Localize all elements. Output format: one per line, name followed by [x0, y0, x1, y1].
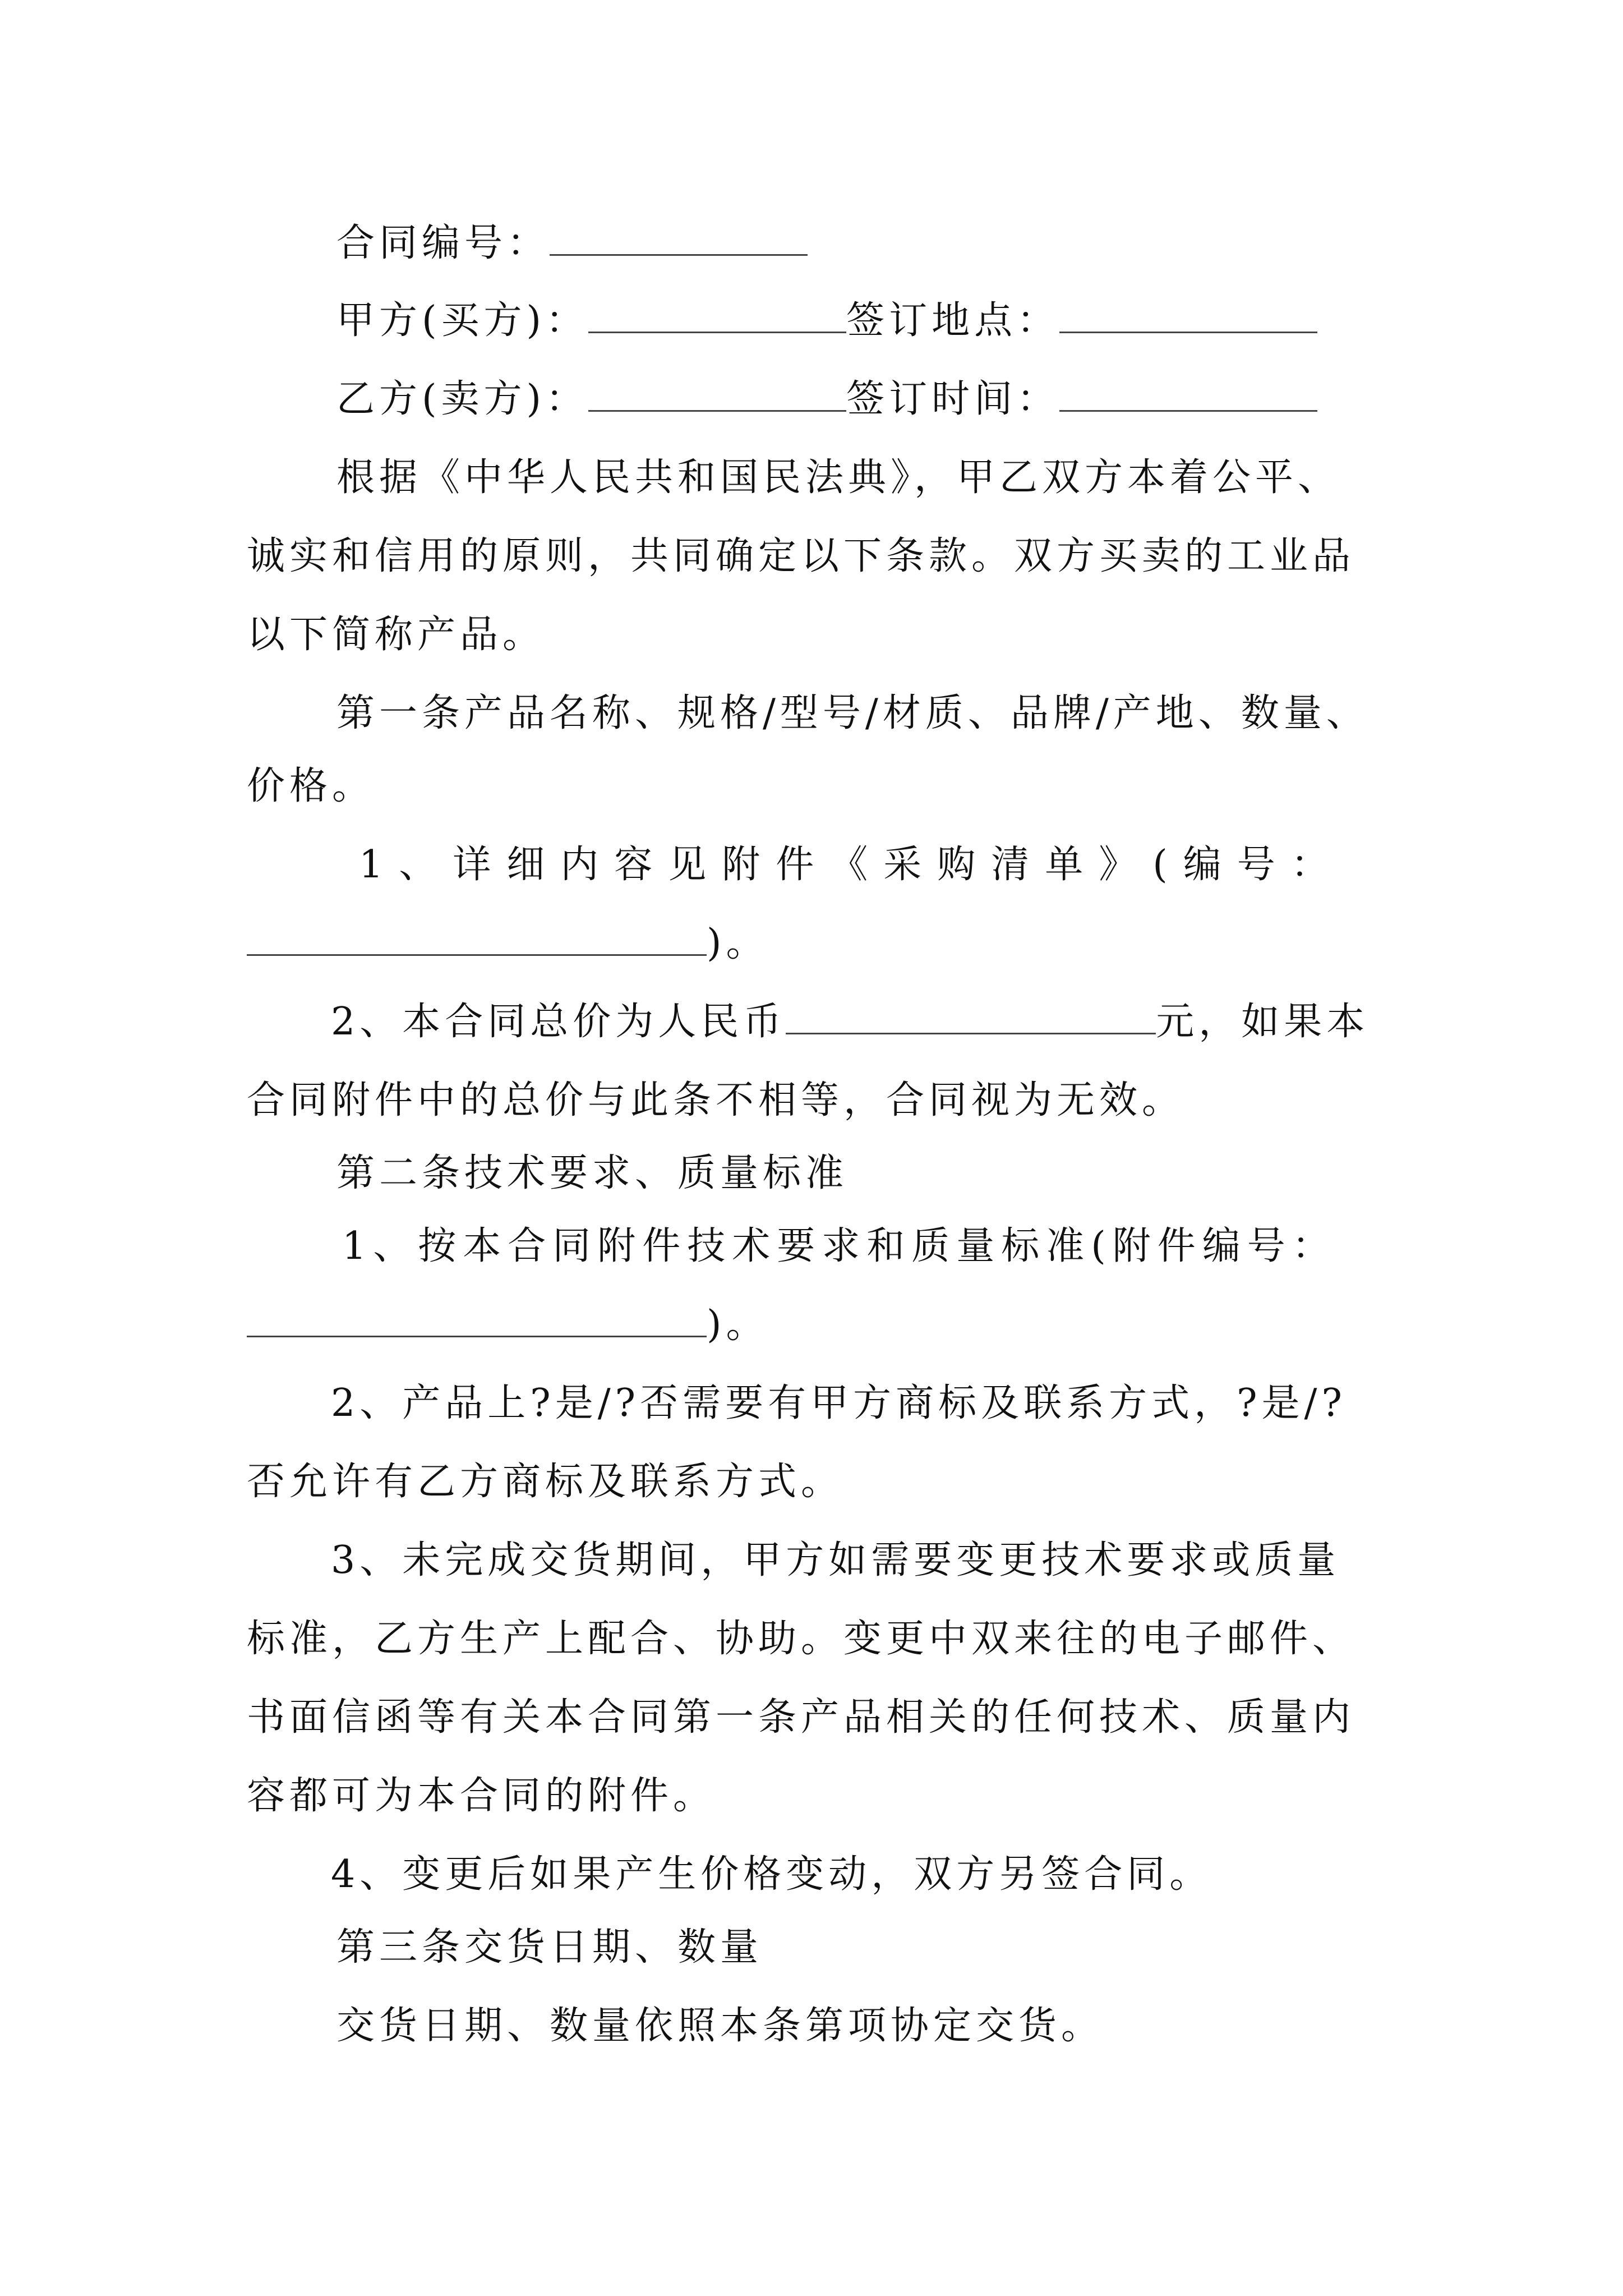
- party-a-row: [336, 298, 1317, 343]
- sign-time-label: 签订时间：: [846, 377, 1060, 421]
- article2-item1-line-1: 1、按本合同附件技术要求和质量标准(附件编号：: [342, 1224, 1337, 1268]
- article2-title: 第二条技术要求、质量标准: [336, 1151, 849, 1195]
- total-price-blank[interactable]: [786, 1004, 1156, 1034]
- intro-line-2: 诚实和信用的原则，共同确定以下条款。双方买卖的工业品: [247, 534, 1355, 578]
- contract-no-blank[interactable]: [550, 225, 808, 256]
- sign-time-blank[interactable]: [1059, 381, 1317, 412]
- article3-title: 第三条交货日期、数量: [336, 1925, 763, 1970]
- party-b-row: [336, 377, 1317, 421]
- article1-item2-line-1: [331, 1000, 1370, 1044]
- party-b-label: 乙方(卖方)：: [336, 377, 589, 421]
- article3-line-1: 交货日期、数量依照本条第项协定交货。: [336, 2004, 1104, 2048]
- article1-title-line-1: 第一条产品名称、规格/型号/材质、品牌/产地、数量、: [336, 691, 1369, 735]
- sign-place-blank[interactable]: [1059, 302, 1317, 333]
- article1-item2-suffix: 元，如果本: [1156, 1000, 1370, 1044]
- purchase-list-no-blank[interactable]: [247, 925, 707, 956]
- attachment-no-blank[interactable]: [247, 1306, 707, 1337]
- article2-item4: 4、变更后如果产生价格变动，双方另签合同。: [331, 1852, 1212, 1897]
- party-a-blank[interactable]: [588, 302, 846, 333]
- article1-title-line-2: 价格。: [247, 764, 375, 808]
- article2-item3-line-4: 容都可为本合同的附件。: [247, 1774, 716, 1818]
- article1-item1-line-1: 1、详细内容见附件《采购清单》(编号：: [359, 843, 1345, 887]
- article2-item3-line-2: 标准，乙方生产上配合、协助。变更中双来往的电子邮件、: [247, 1617, 1355, 1661]
- party-a-label: 甲方(买方)：: [336, 298, 589, 343]
- intro-line-3: 以下简称产品。: [247, 613, 546, 657]
- article1-item2-prefix: 2、本合同总价为人民币: [331, 1000, 786, 1044]
- article2-item2-line-2: 否允许有乙方商标及联系方式。: [247, 1460, 844, 1504]
- party-b-blank[interactable]: [588, 381, 846, 412]
- article2-item3-line-1: 3、未完成交货期间，甲方如需要变更技术要求或质量: [331, 1538, 1340, 1582]
- article2-item3-line-3: 书面信函等有关本合同第一条产品相关的任何技术、质量内: [247, 1695, 1355, 1740]
- intro-line-1: 根据《中华人民共和国民法典》，甲乙双方本着公平、: [336, 455, 1341, 500]
- article2-item2-line-1: 2、产品上?是/?否需要有甲方商标及联系方式，?是/?: [331, 1381, 1347, 1425]
- article2-item1-line-2: [247, 1303, 769, 1347]
- article1-item2-line-2: 合同附件中的总价与此条不相等，合同视为无效。: [247, 1078, 1185, 1122]
- article1-item1-line-2: [247, 921, 769, 965]
- contract-no-row: [336, 221, 808, 265]
- article2-item1-end: )。: [707, 1303, 769, 1347]
- contract-no-label: 合同编号：: [336, 221, 550, 265]
- sign-place-label: 签订地点：: [846, 298, 1060, 343]
- article1-item1-end: )。: [707, 921, 769, 965]
